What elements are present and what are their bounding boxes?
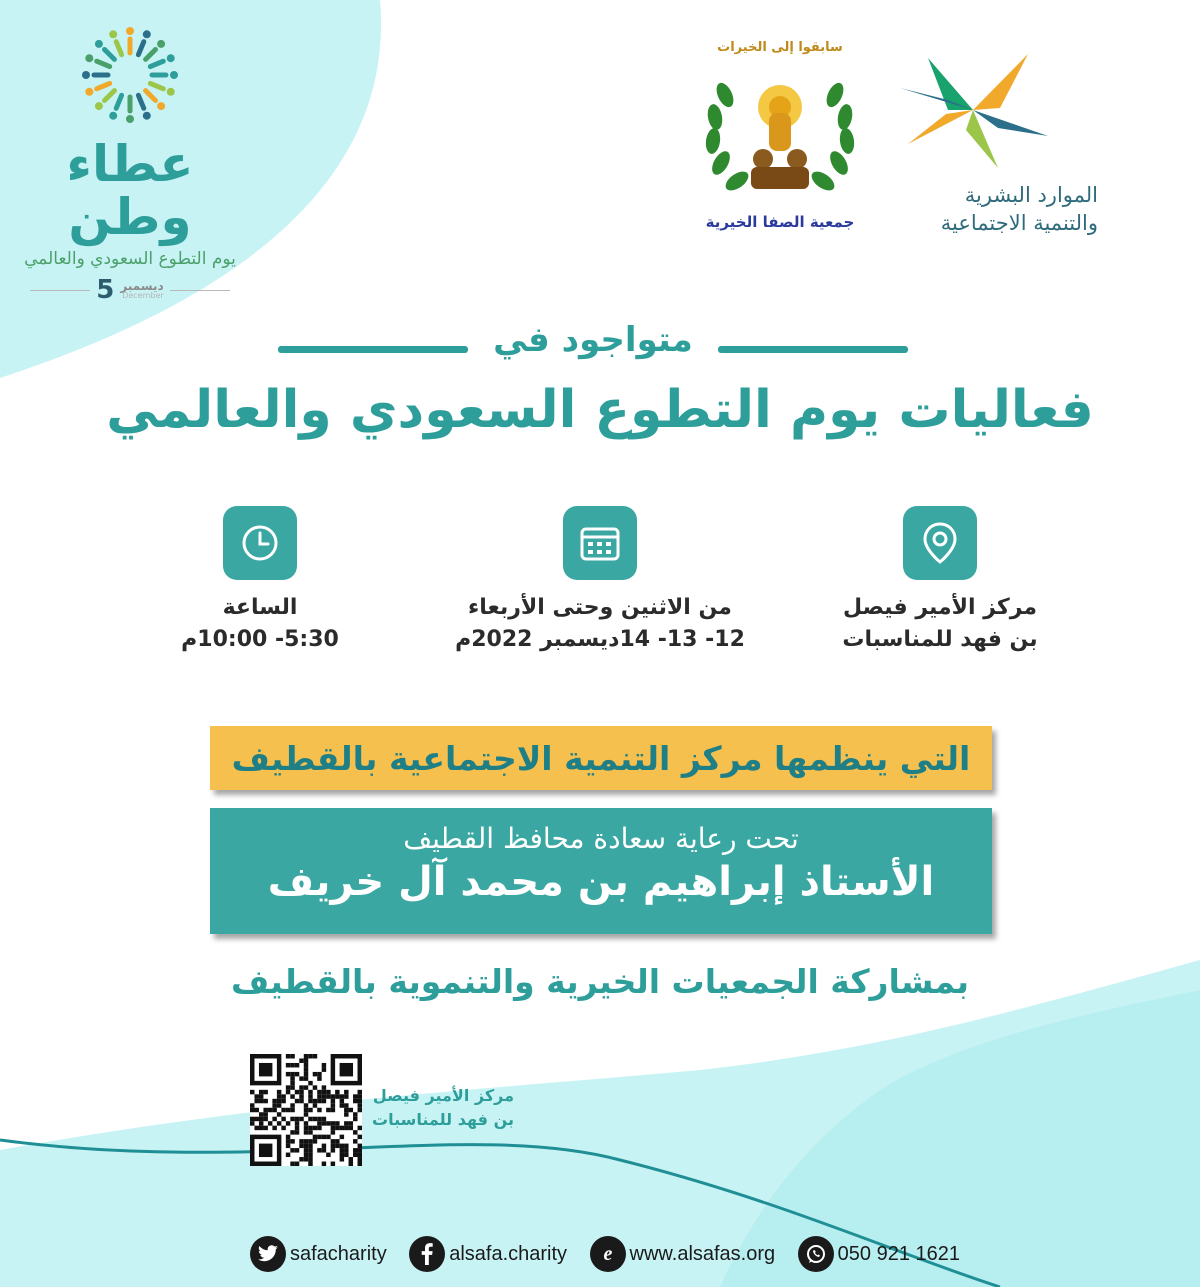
contact-whatsapp-text: 050 921 1621 <box>837 1242 960 1265</box>
contact-facebook[interactable] <box>409 1236 567 1272</box>
qr-caption-line2: بن فهد للمناسبات <box>372 1110 514 1129</box>
patron-box <box>210 808 992 934</box>
contact-facebook-text: alsafa.charity <box>449 1242 568 1265</box>
divider <box>278 346 468 353</box>
divider <box>30 290 90 291</box>
info-location <box>780 506 1100 656</box>
event-logo-month <box>120 280 163 300</box>
location-pin-icon <box>903 506 977 580</box>
info-time-line1: الساعة <box>222 595 298 620</box>
info-time <box>100 506 420 656</box>
event-logo-month-ar: ديسمبر <box>120 279 164 293</box>
partner-text: بمشاركة الجمعيات الخيرية والتنموية بالقطيف <box>230 962 969 1001</box>
charity-logo <box>690 40 870 231</box>
facebook-icon <box>409 1236 445 1272</box>
event-logo <box>0 20 260 305</box>
event-logo-day: 5 <box>96 275 115 305</box>
info-date-line2: 12- 13- 14ديسمبر 2022م <box>455 626 745 652</box>
ministry-name-line1: الموارد البشرية <box>964 183 1098 207</box>
headline-row <box>278 316 908 364</box>
info-time-line2: 5:30- 10:00م <box>181 626 339 652</box>
contact-twitter[interactable] <box>250 1236 387 1272</box>
whatsapp-icon <box>798 1236 834 1272</box>
contact-twitter-text: safacharity <box>290 1242 387 1265</box>
ministry-name <box>868 181 1098 238</box>
clock-icon <box>223 506 297 580</box>
ministry-name-line2: والتنمية الاجتماعية <box>940 211 1098 236</box>
divider <box>170 290 230 291</box>
ministry-emblem-icon <box>888 48 1058 173</box>
info-date <box>440 506 760 656</box>
event-logo-subtitle: يوم التطوع السعودي والعالمي <box>24 249 236 269</box>
laurel-wreath-icon <box>695 55 865 205</box>
patron-line2: الأستاذ إبراهيم بن محمد آل خريف <box>267 859 935 905</box>
charity-motto: سابقوا إلى الخيرات <box>717 40 843 55</box>
event-logo-month-en: December <box>122 291 164 300</box>
contact-web-text: www.alsafas.org <box>629 1242 776 1265</box>
main-title: فعاليات يوم التطوع السعودي والعالمي <box>106 380 1094 440</box>
divider <box>718 346 908 353</box>
ministry-logo <box>868 48 1098 238</box>
event-logo-title: عطاء وطن <box>66 135 194 246</box>
contact-whatsapp[interactable] <box>798 1236 960 1272</box>
volunteers-burst-icon <box>75 20 185 130</box>
info-location-line2: بن فهد للمناسبات <box>842 626 1038 652</box>
contacts-row <box>250 1236 960 1272</box>
contact-web[interactable] <box>590 1236 776 1272</box>
charity-name: جمعية الصفا الخيرية <box>705 213 855 231</box>
info-location-line1: مركز الأمير فيصل <box>842 595 1037 620</box>
headline-sub: متواجود في <box>493 320 693 360</box>
twitter-icon <box>250 1236 286 1272</box>
info-date-line1: من الاثنين وحتى الأربعاء <box>468 595 732 620</box>
organizer-bar <box>210 726 992 790</box>
qr-caption <box>364 1084 514 1132</box>
qr-code-icon[interactable] <box>250 1054 362 1166</box>
qr-caption-line1: مركز الأمير فيصل <box>372 1086 514 1105</box>
patron-line1: تحت رعاية سعادة محافظ القطيف <box>403 822 799 855</box>
organizer-text: التي ينظمها مركز التنمية الاجتماعية بالقطيف <box>231 738 971 778</box>
calendar-icon <box>563 506 637 580</box>
web-icon <box>590 1236 626 1272</box>
svg-text:e: e <box>603 1243 612 1265</box>
event-logo-date <box>0 275 260 305</box>
